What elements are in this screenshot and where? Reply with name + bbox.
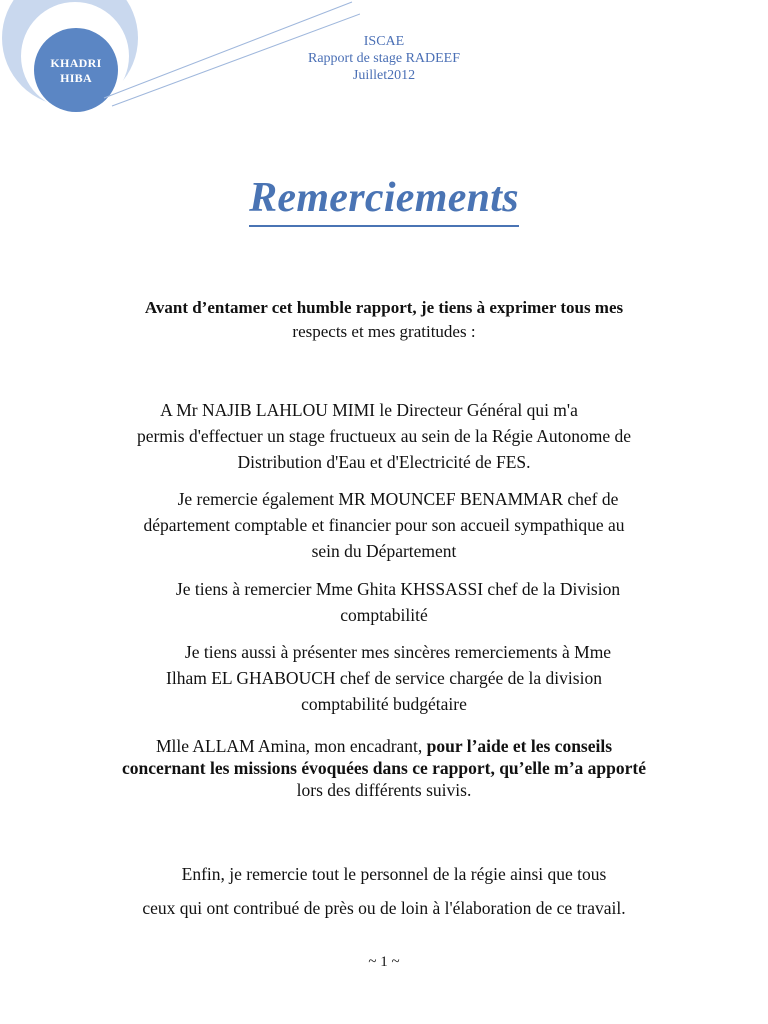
closing-paragraph <box>0 857 768 925</box>
para4-line-1: Je tiens aussi à présenter mes sincères remerciements à Mme <box>184 642 612 662</box>
para5-line-1-regular: Mlle ALLAM Amina, mon encadrant, <box>155 736 427 756</box>
para4-line-3: comptabilité budgétaire <box>301 694 467 714</box>
para2-line-1: Je remercie également MR MOUNCEF BENAMMAR chef de <box>177 489 619 509</box>
para1-line-1: A Mr NAJIB LAHLOU MIMI le Directeur Général qui m'a <box>160 400 578 420</box>
para3-line-1: Je tiens à remercier Mme Ghita KHSSASSI chef de la Division <box>175 579 621 599</box>
intro-line-1: Avant d’entamer cet humble rapport, je tiens à exprimer tous mes <box>144 298 624 317</box>
page-number: ~ 1 ~ <box>368 954 400 970</box>
thanks-division-head-paragraph <box>0 576 768 628</box>
para5-line-1-bold: pour l’aide et les conseils <box>426 736 613 756</box>
thanks-service-head-paragraph <box>0 639 768 717</box>
para5-line-3: lors des différents suivis. <box>296 780 472 800</box>
intro-line-2: respects et mes gratitudes : <box>292 322 476 341</box>
thanks-supervisor-paragraph <box>0 735 768 801</box>
page-title-text: Remerciements <box>249 174 519 227</box>
header-date: Juillet2012 <box>352 68 416 83</box>
page-title <box>0 174 768 227</box>
badge-last-name: KHADRI <box>50 56 102 70</box>
para3-line-2: comptabilité <box>340 605 428 625</box>
para2-line-2: département comptable et financier pour son accueil sympathique au <box>143 515 625 535</box>
para6-line-2: ceux qui ont contribué de près ou de loin à l'élaboration de ce travail. <box>142 898 626 918</box>
author-badge <box>36 56 116 86</box>
intro-paragraph <box>0 296 768 344</box>
para1-line-3: Distribution d'Eau et d'Electricité de FES. <box>237 452 531 472</box>
header-report: Rapport de stage RADEEF <box>307 51 461 66</box>
document-header <box>234 33 534 84</box>
badge-first-name: HIBA <box>60 71 92 85</box>
thanks-director-paragraph <box>0 397 768 475</box>
para6-line-1: Enfin, je remercie tout le personnel de la régie ainsi que tous <box>181 864 607 884</box>
thanks-department-head-paragraph <box>0 486 768 564</box>
header-school: ISCAE <box>363 34 405 49</box>
para4-line-2: Ilham EL GHABOUCH chef de service chargée de la division <box>166 668 602 688</box>
para2-line-3: sein du Département <box>311 541 457 561</box>
para5-line-1 <box>0 735 768 757</box>
para1-line-2: permis d'effectuer un stage fructueux au sein de la Régie Autonome de <box>136 426 632 446</box>
para5-line-2: concernant les missions évoquées dans ce rapport, qu’elle m’a apporté <box>121 758 646 778</box>
